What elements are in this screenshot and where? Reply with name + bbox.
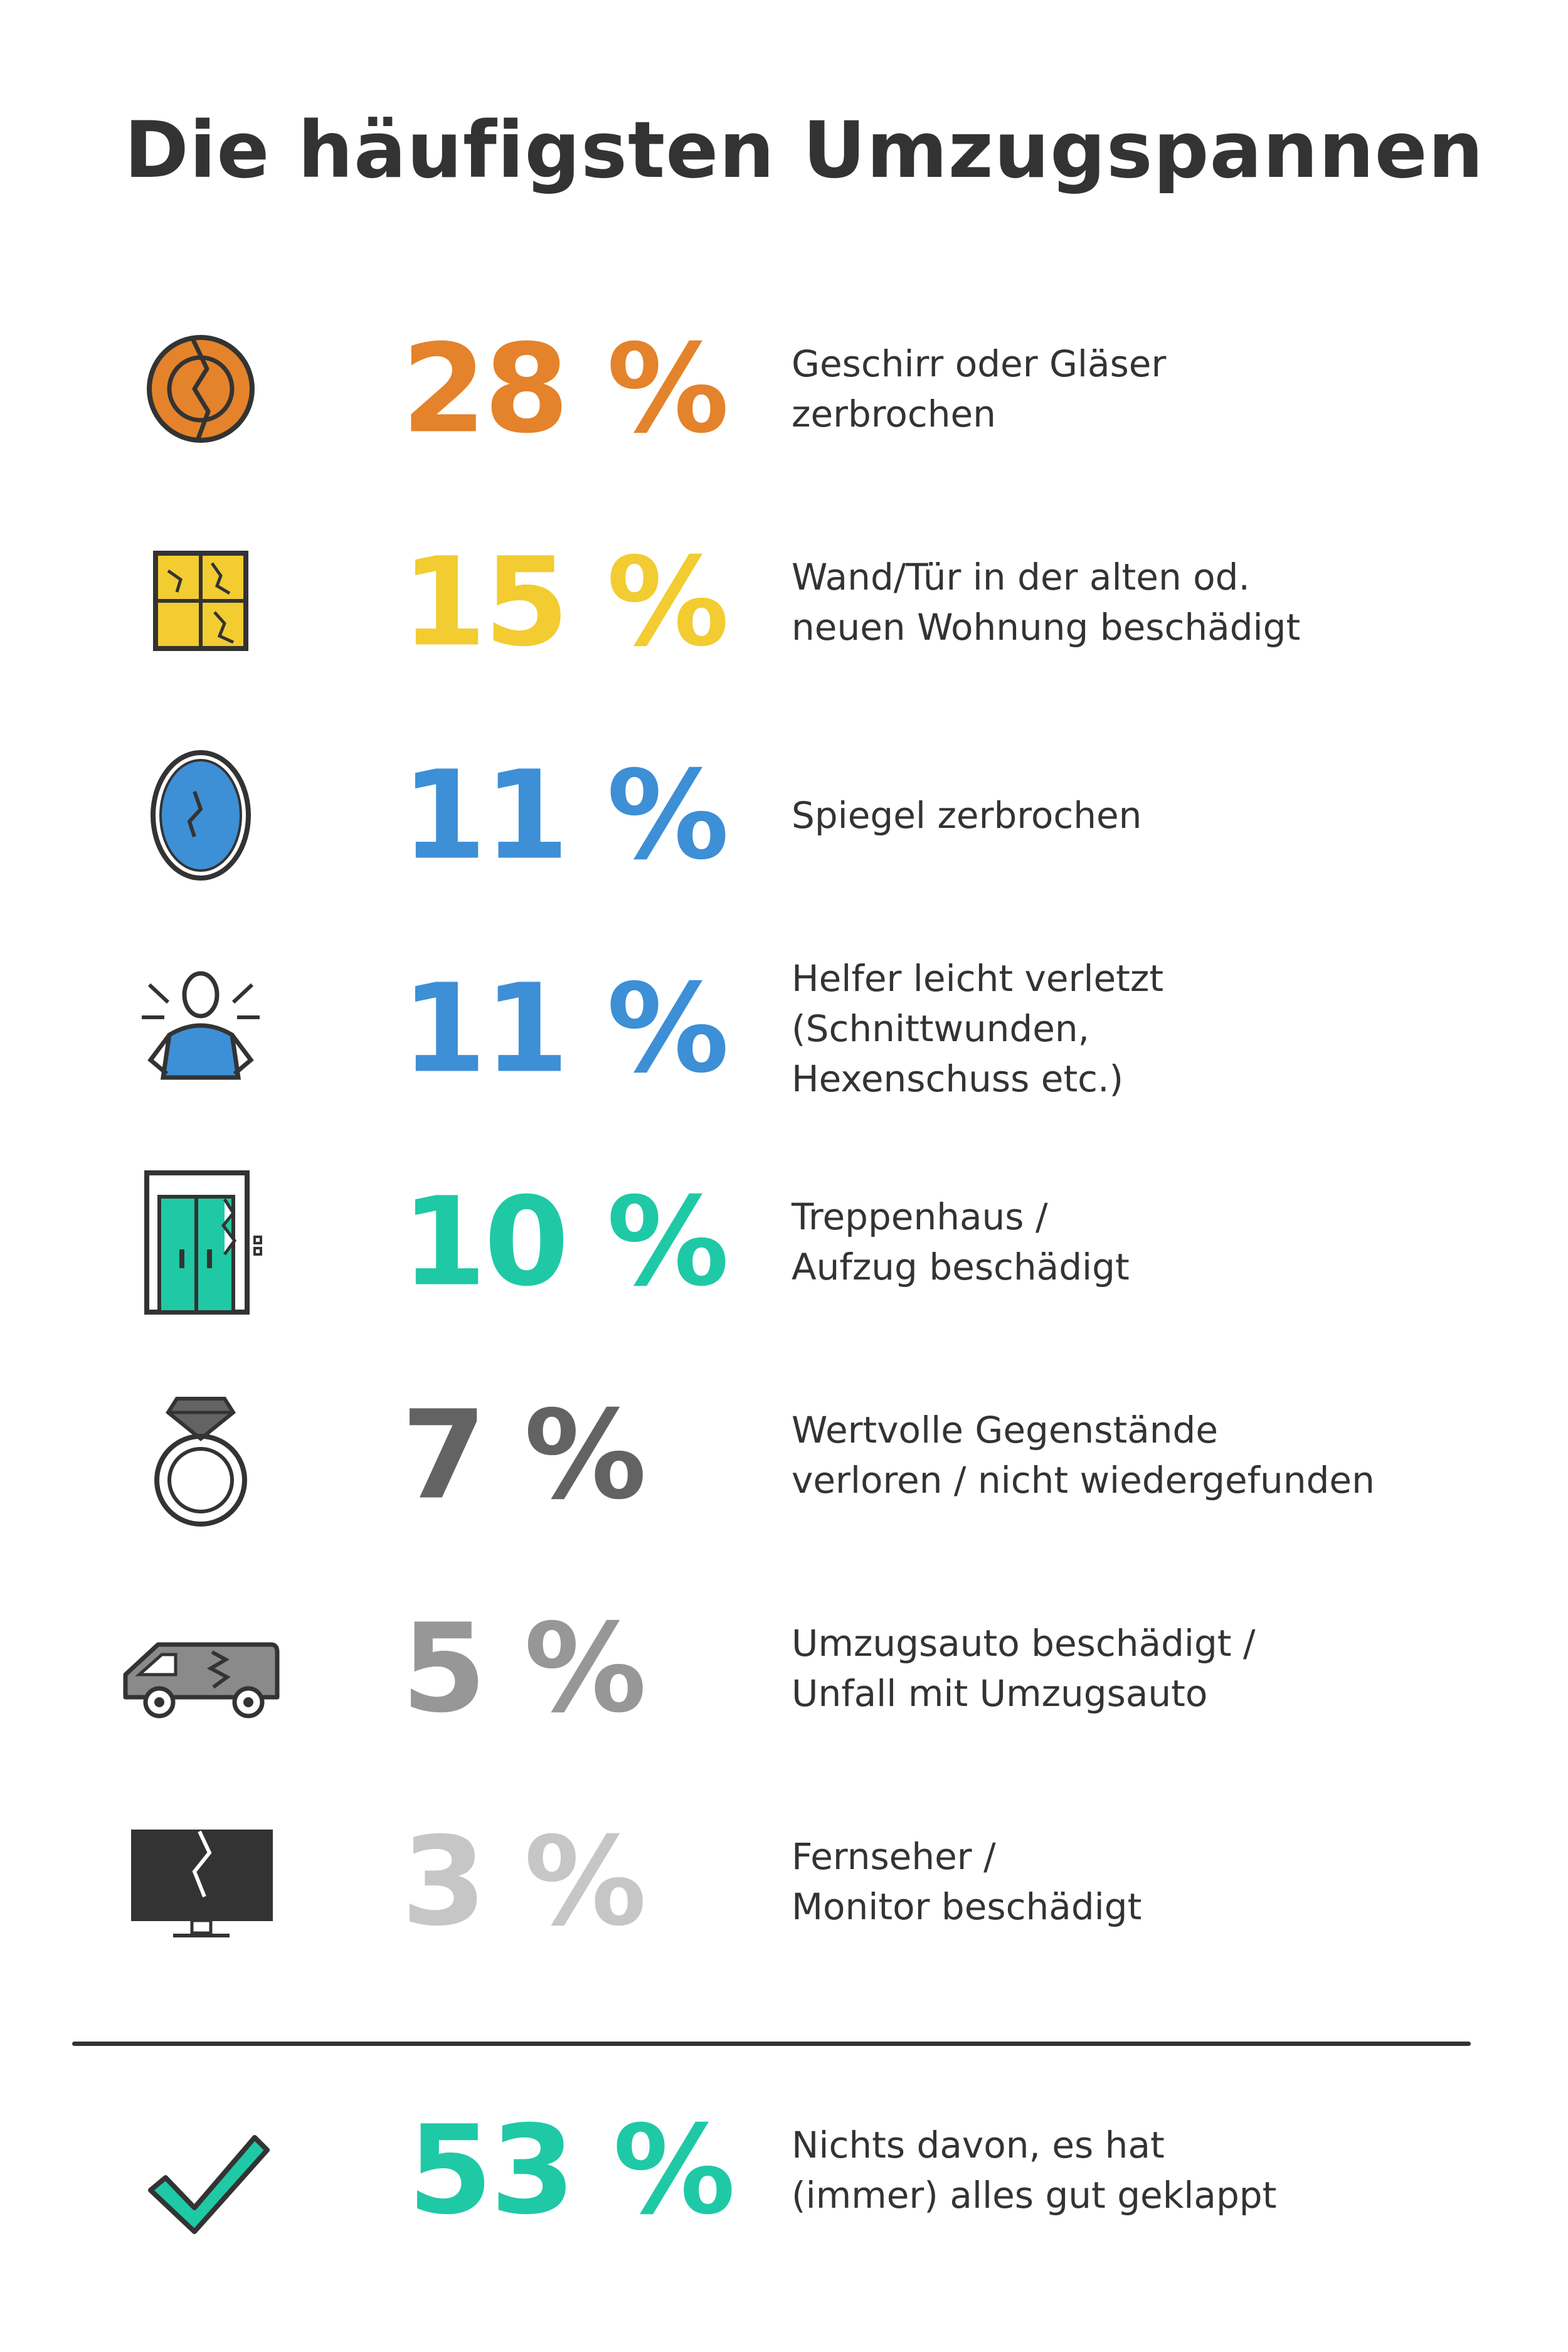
stat-row-valuables xyxy=(0,1361,1568,1549)
stat-description-line: neuen Wohnung beschädigt xyxy=(792,606,1301,649)
stat-percent: 7 % xyxy=(401,1384,644,1527)
stat-percent: 53 % xyxy=(408,2099,733,2242)
stat-description-line: Fernseher / xyxy=(792,1835,996,1878)
stat-description xyxy=(792,953,1513,1104)
broken-monitor-icon xyxy=(107,1788,295,1976)
stat-description-line: Spiegel zerbrochen xyxy=(792,794,1142,837)
damaged-van-icon xyxy=(107,1574,295,1762)
stat-description xyxy=(792,552,1513,652)
stat-description-line: Helfer leicht verletzt xyxy=(792,957,1164,1000)
stat-description xyxy=(792,2120,1513,2220)
page-title: Die häufigsten Umzugspannen xyxy=(124,105,1485,196)
stat-description-line: Wertvolle Gegenstände xyxy=(792,1409,1219,1451)
stat-row-monitor xyxy=(0,1788,1568,1976)
stat-description-line: Monitor beschädigt xyxy=(792,1885,1142,1928)
stat-percent: 11 % xyxy=(401,957,727,1100)
stat-percent: 10 % xyxy=(401,1170,727,1313)
stat-description-line: zerbrochen xyxy=(792,393,996,435)
damaged-elevator-icon xyxy=(107,1148,295,1336)
stat-description xyxy=(792,1831,1513,1932)
broken-plate-icon xyxy=(107,295,295,483)
stat-percent: 3 % xyxy=(401,1810,644,1953)
cracked-wall-icon xyxy=(107,508,295,696)
stat-row-van xyxy=(0,1574,1568,1762)
stat-description xyxy=(792,790,1513,840)
stat-description-line: Hexenschuss etc.) xyxy=(792,1057,1124,1100)
stat-row-no-damage xyxy=(0,2076,1568,2264)
stat-description xyxy=(792,1405,1513,1505)
stat-description-line: Umzugsauto beschädigt / xyxy=(792,1622,1256,1665)
stat-percent: 11 % xyxy=(401,744,727,887)
diamond-ring-icon xyxy=(107,1361,295,1549)
stat-description-line: Unfall mit Umzugsauto xyxy=(792,1672,1208,1715)
stat-description-line: (immer) alles gut geklappt xyxy=(792,2174,1277,2217)
stat-description xyxy=(792,1618,1513,1719)
stat-description-line: Geschirr oder Gläser xyxy=(792,342,1167,385)
stat-row-helper xyxy=(0,935,1568,1123)
stat-percent: 28 % xyxy=(401,317,727,460)
stat-description-line: Aufzug beschädigt xyxy=(792,1246,1130,1288)
stat-row-elevator xyxy=(0,1148,1568,1336)
stat-description-line: Nichts davon, es hat xyxy=(792,2124,1165,2166)
checkmark-icon xyxy=(107,2076,295,2264)
stat-description-line: Wand/Tür in der alten od. xyxy=(792,556,1250,598)
stat-row-dishes xyxy=(0,295,1568,483)
stat-row-mirror xyxy=(0,721,1568,909)
stat-description-line: (Schnittwunden, xyxy=(792,1007,1090,1050)
section-divider xyxy=(72,2042,1471,2046)
stat-description xyxy=(792,339,1513,439)
stat-description xyxy=(792,1192,1513,1292)
injured-helper-icon xyxy=(107,935,295,1123)
broken-mirror-icon xyxy=(107,721,295,909)
stat-description-line: Treppenhaus / xyxy=(792,1195,1048,1238)
stat-row-wall xyxy=(0,508,1568,696)
stat-description-line: verloren / nicht wiedergefunden xyxy=(792,1459,1375,1502)
stat-percent: 5 % xyxy=(401,1597,644,1740)
stat-percent: 15 % xyxy=(401,531,727,674)
